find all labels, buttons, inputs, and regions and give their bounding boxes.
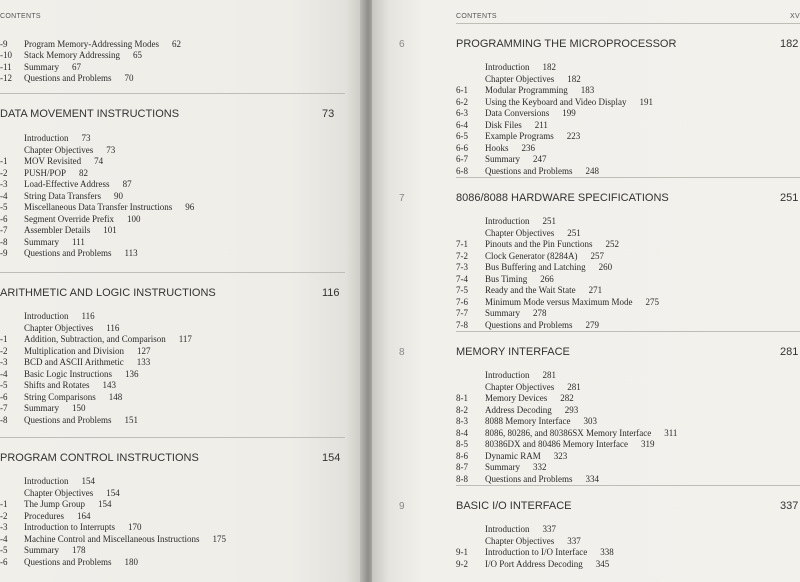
chapter-title: DATA MOVEMENT INSTRUCTIONS	[0, 108, 180, 120]
section-number: 6-7	[456, 154, 468, 164]
section-title: Chapter Objectives	[24, 322, 94, 333]
section-title: Segment Override Prefix	[24, 213, 114, 224]
section-title: Data Conversions	[485, 108, 550, 118]
chapter-heading	[0, 108, 364, 124]
section-page: 191	[639, 96, 654, 107]
section-title: Clock Generator (8284A)	[485, 250, 578, 261]
section-title: Stack Memory Addressing	[24, 50, 120, 60]
section-title: String Comparisons	[24, 391, 96, 402]
section-title: Summary	[24, 62, 59, 72]
section-page: 251	[567, 227, 581, 238]
section-number: -5	[0, 202, 8, 212]
section-title-wrap	[24, 499, 112, 510]
section-title: Questions and Problems	[24, 73, 112, 83]
section-page: 164	[77, 510, 91, 521]
section-number: 7-7	[456, 308, 468, 318]
section-title-wrap	[485, 228, 581, 239]
section-title-wrap	[485, 251, 604, 262]
chapter-rule	[0, 93, 345, 94]
section-number: 7-5	[456, 285, 468, 295]
section-title-wrap	[24, 369, 138, 380]
section-title: Questions and Problems	[485, 165, 573, 176]
section-title: Introduction to I/O Interface	[485, 547, 588, 557]
section-number: 8-6	[456, 450, 468, 461]
chapter-heading	[372, 38, 800, 54]
section-page: 223	[566, 131, 581, 141]
section-page: 100	[126, 213, 141, 224]
section-title-wrap	[485, 85, 594, 96]
section-page: 282	[560, 393, 574, 403]
section-title: Introduction	[485, 370, 530, 380]
section-title: Multiplication and Division	[24, 345, 124, 356]
section-page: 74	[94, 156, 104, 166]
section-title: Addition, Subtraction, and Comparison	[24, 334, 166, 344]
section-number: -1	[0, 334, 8, 344]
section-number: -1	[0, 499, 8, 509]
section-title-wrap	[24, 145, 115, 156]
section-number: 9-2	[456, 558, 468, 569]
section-number: -4	[0, 533, 8, 544]
section-title-wrap	[24, 346, 151, 357]
section-page: 151	[124, 414, 138, 425]
section-number: -8	[0, 236, 8, 247]
section-page: 65	[133, 50, 142, 60]
section-page: 170	[127, 522, 142, 532]
section-page: 180	[124, 556, 138, 567]
section-title-wrap	[485, 74, 581, 85]
left-page	[0, 0, 364, 582]
section-title: Hooks	[485, 142, 509, 153]
section-page: 111	[72, 236, 85, 247]
chapter-page: 116	[322, 287, 340, 299]
section-page: 116	[81, 311, 95, 321]
section-number: 8-4	[456, 427, 468, 438]
section-title-wrap	[24, 522, 141, 533]
section-title-wrap	[24, 179, 132, 190]
chapter-page: 251	[780, 192, 799, 204]
chapter-number: 7	[399, 193, 405, 204]
section-page: 70	[124, 73, 134, 83]
section-number: 7-3	[456, 262, 468, 272]
section-page: 154	[81, 476, 95, 486]
section-title: 8088 Memory Interface	[485, 416, 571, 426]
chapter-title: 8086/8088 HARDWARE SPECIFICATIONS	[456, 192, 669, 204]
chapter-heading	[372, 192, 800, 208]
section-page: 175	[212, 533, 226, 544]
section-title-wrap	[24, 334, 192, 345]
section-title: Chapter Objectives	[485, 381, 555, 392]
chapter-rule	[456, 177, 800, 178]
section-title-wrap	[24, 156, 103, 167]
section-number: -3	[0, 522, 8, 532]
section-title-wrap	[485, 143, 535, 154]
section-page: 266	[540, 273, 554, 284]
section-number: 7-2	[456, 250, 468, 261]
section-title: Miscellaneous Data Transfer Instructions	[24, 202, 173, 212]
section-title: Questions and Problems	[24, 414, 112, 425]
section-title-wrap	[485, 297, 659, 308]
section-number: -3	[0, 357, 8, 367]
section-title: I/O Port Address Decoding	[485, 558, 583, 569]
section-title-wrap	[24, 392, 122, 403]
section-title-wrap	[24, 311, 95, 322]
section-page: 178	[72, 545, 86, 555]
section-number: -2	[0, 345, 8, 356]
section-page: 332	[533, 462, 547, 472]
section-title-wrap	[24, 39, 181, 50]
section-number: 8-7	[456, 462, 468, 472]
section-number: 7-1	[456, 239, 468, 249]
section-title: Shifts and Rotates	[24, 380, 90, 390]
chapter-page: 154	[322, 452, 341, 464]
section-page: 133	[136, 357, 151, 367]
section-page: 260	[598, 262, 613, 272]
section-number: -9	[0, 248, 8, 258]
section-number: -10	[0, 50, 12, 60]
section-number: -8	[0, 414, 8, 425]
section-number: 6-5	[456, 131, 468, 141]
right-page	[372, 0, 800, 582]
section-title: MOV Revisited	[24, 156, 82, 166]
chapter-heading	[0, 452, 364, 468]
section-page: 116	[106, 322, 120, 333]
section-title-wrap	[485, 216, 556, 227]
section-number: -2	[0, 167, 8, 178]
section-title-wrap	[485, 428, 677, 439]
section-title-wrap	[24, 237, 85, 248]
chapter-rule	[456, 23, 800, 24]
section-title-wrap	[485, 120, 548, 131]
section-number: -9	[0, 39, 8, 49]
section-title: Introduction	[24, 311, 69, 321]
chapter-number: 8	[399, 347, 405, 358]
section-title-wrap	[24, 202, 194, 213]
section-title-wrap	[24, 133, 91, 144]
section-title: 8086, 80286, and 80386SX Memory Interface	[485, 427, 652, 438]
chapter-number: 9	[399, 501, 405, 512]
section-page: 73	[106, 144, 116, 155]
section-title-wrap	[485, 536, 581, 547]
section-number: -5	[0, 545, 8, 555]
section-title-wrap	[485, 382, 581, 393]
section-title: String Data Transfers	[24, 190, 101, 201]
section-title-wrap	[24, 168, 88, 179]
section-page: 96	[185, 202, 195, 212]
section-title-wrap	[485, 451, 567, 462]
section-page: 211	[534, 119, 548, 130]
section-number: -5	[0, 380, 8, 390]
section-number: 6-8	[456, 165, 468, 176]
section-title: Machine Control and Miscellaneous Instructions	[24, 533, 200, 544]
section-title: Load-Effective Address	[24, 179, 110, 189]
section-title-wrap	[485, 547, 614, 558]
section-title-wrap	[485, 308, 547, 319]
section-number: -6	[0, 556, 8, 567]
section-number: 8-3	[456, 416, 468, 426]
section-title-wrap	[485, 462, 547, 473]
section-title: Questions and Problems	[485, 319, 573, 330]
section-title: Questions and Problems	[485, 473, 573, 484]
section-page: 67	[72, 62, 81, 72]
section-title: Dynamic RAM	[485, 450, 541, 461]
section-number: 8-8	[456, 473, 468, 484]
section-title-wrap	[24, 62, 81, 73]
section-page: 154	[106, 487, 120, 498]
section-page: 183	[580, 85, 595, 95]
chapter-page: 73	[322, 108, 335, 120]
section-number: 6-3	[456, 108, 468, 118]
section-title: Basic Logic Instructions	[24, 368, 112, 379]
page-header: CONTENTS	[0, 13, 41, 20]
section-page: 82	[79, 167, 89, 178]
section-number: -7	[0, 225, 8, 235]
section-title-wrap	[24, 50, 142, 61]
section-page: 303	[583, 416, 597, 426]
section-page: 334	[585, 473, 599, 484]
chapter-title: ARITHMETIC AND LOGIC INSTRUCTIONS	[0, 287, 216, 299]
section-title-wrap	[485, 405, 578, 416]
section-title: Program Memory-Addressing Modes	[24, 39, 159, 49]
section-title-wrap	[485, 559, 609, 570]
section-page: 62	[171, 39, 181, 49]
section-number: 9-1	[456, 547, 468, 557]
section-title: Chapter Objectives	[485, 73, 555, 84]
section-title: Introduction to Interrupts	[24, 522, 115, 532]
section-title-wrap	[24, 476, 95, 487]
section-title: Introduction	[485, 62, 530, 72]
section-title: Bus Timing	[485, 273, 528, 284]
section-title: Summary	[24, 545, 59, 555]
section-page: 252	[605, 239, 620, 249]
chapter-title: MEMORY INTERFACE	[456, 346, 570, 358]
section-title: Memory Devices	[485, 393, 548, 403]
section-title: Disk Files	[485, 119, 522, 130]
section-page: 248	[585, 165, 599, 176]
chapter-title: BASIC I/O INTERFACE	[456, 500, 572, 512]
section-title-wrap	[485, 62, 556, 73]
section-title: Chapter Objectives	[485, 227, 555, 238]
chapter-rule	[456, 331, 800, 332]
section-title: Summary	[24, 236, 59, 247]
section-page: 154	[98, 499, 112, 509]
section-number: 6-4	[456, 119, 468, 130]
section-title: Summary	[485, 154, 520, 164]
section-page: 251	[542, 216, 556, 226]
section-title-wrap	[485, 320, 599, 331]
chapter-page: 182	[780, 38, 799, 50]
section-page: 278	[533, 308, 547, 318]
page-number-roman: XV	[790, 13, 800, 20]
section-title: Questions and Problems	[24, 248, 112, 258]
section-title: Bus Buffering and Latching	[485, 262, 586, 272]
section-title: Address Decoding	[485, 404, 552, 415]
section-title-wrap	[485, 166, 599, 177]
section-page: 136	[124, 368, 139, 379]
section-title: Pinouts and the Pin Functions	[485, 239, 593, 249]
section-title-wrap	[485, 274, 554, 285]
section-page: 271	[588, 285, 603, 295]
section-number: -12	[0, 73, 12, 83]
section-page: 182	[542, 62, 556, 72]
section-page: 319	[640, 439, 655, 449]
section-title-wrap	[24, 403, 86, 414]
section-title-wrap	[485, 370, 556, 381]
section-title: Chapter Objectives	[24, 144, 94, 155]
section-title: BCD and ASCII Arithmetic	[24, 357, 124, 367]
section-page: 199	[562, 108, 576, 118]
section-title: Example Programs	[485, 131, 554, 141]
section-title: Introduction	[485, 216, 530, 226]
section-number: -3	[0, 179, 8, 189]
section-page: 337	[567, 535, 581, 546]
section-number: -1	[0, 156, 8, 166]
section-number: 6-2	[456, 96, 468, 107]
section-number: 6-1	[456, 85, 468, 95]
section-title-wrap	[24, 248, 138, 259]
section-page: 311	[664, 427, 678, 438]
section-title-wrap	[485, 285, 602, 296]
section-title-wrap	[24, 545, 86, 556]
section-page: 113	[124, 248, 138, 258]
section-title: Procedures	[24, 510, 64, 521]
section-number: -11	[0, 62, 12, 72]
section-page: 182	[567, 73, 581, 84]
section-number: -7	[0, 403, 8, 413]
section-number: 8-5	[456, 439, 468, 449]
section-title: Introduction	[485, 524, 530, 534]
section-title-wrap	[24, 73, 134, 84]
chapter-heading	[372, 346, 800, 362]
section-page: 101	[103, 225, 117, 235]
section-title: Questions and Problems	[24, 556, 112, 567]
section-title-wrap	[24, 534, 226, 545]
section-title-wrap	[24, 323, 119, 334]
chapter-title: PROGRAMMING THE MICROPROCESSOR	[456, 38, 677, 50]
section-page: 345	[595, 558, 610, 569]
section-title: Ready and the Wait State	[485, 285, 576, 295]
chapter-page: 337	[780, 500, 799, 512]
section-page: 323	[553, 450, 568, 461]
section-title-wrap	[24, 225, 117, 236]
section-number: 7-4	[456, 273, 468, 284]
section-title-wrap	[485, 393, 574, 404]
section-number: -6	[0, 391, 8, 402]
section-title-wrap	[485, 474, 599, 485]
chapter-title: PROGRAM CONTROL INSTRUCTIONS	[0, 452, 199, 464]
section-title-wrap	[485, 131, 580, 142]
section-title-wrap	[24, 415, 138, 426]
section-title: Using the Keyboard and Video Display	[485, 96, 627, 107]
section-title-wrap	[24, 511, 91, 522]
section-number: -4	[0, 368, 8, 379]
section-page: 90	[114, 190, 123, 201]
section-title: Introduction	[24, 476, 69, 486]
section-page: 279	[585, 319, 599, 330]
section-title: 80386DX and 80486 Memory Interface	[485, 439, 628, 449]
section-page: 236	[521, 142, 536, 153]
section-page: 281	[542, 370, 556, 380]
section-number: 8-2	[456, 404, 468, 415]
section-page: 127	[137, 345, 151, 356]
section-page: 148	[108, 391, 123, 402]
section-title: Minimum Mode versus Maximum Mode	[485, 296, 633, 307]
section-title-wrap	[24, 380, 116, 391]
section-title-wrap	[24, 488, 120, 499]
section-page: 275	[645, 296, 659, 307]
section-title-wrap	[485, 108, 576, 119]
section-number: -2	[0, 510, 8, 521]
chapter-heading	[0, 287, 364, 303]
chapter-page: 281	[780, 346, 799, 358]
section-title-wrap	[485, 97, 653, 108]
section-title: Summary	[485, 308, 520, 318]
section-number: -6	[0, 213, 8, 224]
section-title-wrap	[24, 557, 138, 568]
section-title: Assembler Details	[24, 225, 91, 235]
chapter-heading	[372, 500, 800, 516]
section-number: 7-6	[456, 296, 468, 307]
section-title: Summary	[24, 403, 59, 413]
chapter-number: 6	[399, 39, 405, 50]
section-number: 7-8	[456, 319, 468, 330]
section-title: Introduction	[24, 133, 69, 143]
section-title-wrap	[24, 357, 150, 368]
section-page: 293	[564, 404, 579, 415]
chapter-rule	[456, 485, 800, 486]
section-title-wrap	[485, 154, 547, 165]
section-title-wrap	[485, 524, 556, 535]
section-number: 8-1	[456, 393, 468, 403]
section-page: 247	[533, 154, 547, 164]
section-page: 87	[122, 179, 132, 189]
section-title: Chapter Objectives	[24, 487, 94, 498]
section-page: 257	[590, 250, 604, 261]
section-number: 6-6	[456, 142, 468, 153]
section-title: PUSH/POP	[24, 167, 67, 178]
section-title-wrap	[485, 439, 654, 450]
section-title: Modular Programming	[485, 85, 568, 95]
section-title: Summary	[485, 462, 520, 472]
section-title-wrap	[485, 416, 597, 427]
section-title-wrap	[485, 239, 619, 250]
section-page: 337	[542, 524, 556, 534]
section-number: -4	[0, 190, 8, 201]
section-title: Chapter Objectives	[485, 535, 555, 546]
section-page: 150	[72, 403, 86, 413]
section-page: 73	[81, 133, 91, 143]
section-title-wrap	[485, 262, 612, 273]
section-page: 143	[102, 380, 116, 390]
section-page: 117	[178, 334, 192, 344]
section-title: The Jump Group	[24, 499, 85, 509]
page-header: CONTENTS	[456, 13, 497, 20]
chapter-rule	[0, 437, 345, 438]
section-page: 281	[567, 381, 581, 392]
section-title-wrap	[24, 214, 140, 225]
section-title-wrap	[24, 191, 123, 202]
section-page: 338	[600, 547, 614, 557]
chapter-rule	[0, 272, 345, 273]
